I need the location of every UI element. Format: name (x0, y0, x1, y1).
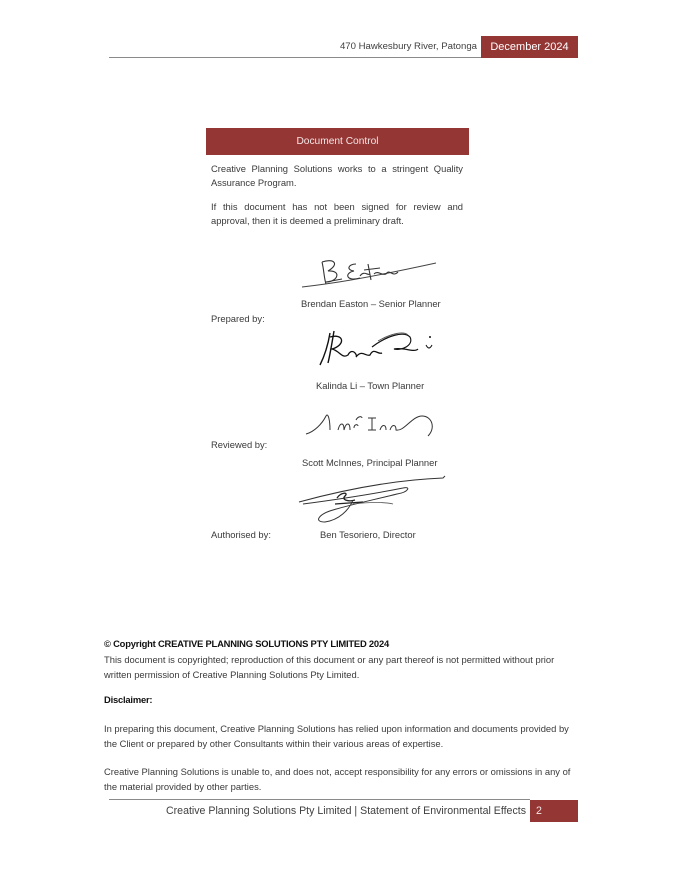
signature-brendan-easton (298, 254, 438, 294)
header-address: 470 Hawkesbury River, Patonga (339, 41, 477, 52)
authorised-by-label: Authorised by: (211, 529, 271, 540)
disclaimer-paragraph: Creative Planning Solutions is unable to, and does not, accept responsibility for any errors or omissions in any of the material provided by other parties. (104, 766, 571, 792)
signatory-name: Brendan Easton – Senior Planner (301, 298, 441, 309)
footer-rule (109, 799, 530, 800)
disclaimer-heading: Disclaimer: (104, 694, 153, 705)
draft-notice-paragraph: If this document has not been signed for review and approval, then it is deemed a preliminary draft. (211, 201, 463, 226)
footer-text: Creative Planning Solutions Pty Limited | Statement of Environmental Effects (166, 805, 526, 817)
quality-assurance-paragraph: Creative Planning Solutions works to a stringent Quality Assurance Program. (211, 163, 463, 188)
copyright-heading: © Copyright CREATIVE PLANNING SOLUTIONS PTY LIMITED 2024 (104, 638, 389, 649)
signature-scott-mcinnes (300, 408, 440, 442)
signature-ben-tesoriero (293, 474, 448, 526)
reviewed-by-label: Reviewed by: (211, 439, 268, 450)
header-rule (109, 57, 481, 58)
header-date-badge: December 2024 (481, 36, 578, 58)
page-number: 2 (530, 800, 578, 822)
signatory-name: Kalinda Li – Town Planner (316, 380, 425, 391)
document-control-title: Document Control (206, 128, 469, 155)
signature-kalinda-li (318, 327, 438, 369)
signatory-name: Ben Tesoriero, Director (320, 529, 416, 540)
signatory-name: Scott McInnes, Principal Planner (302, 457, 438, 468)
disclaimer-paragraph: In preparing this document, Creative Planning Solutions has relied upon information and documents provided by the Client or prepared by other Consultants within their various areas of expertise. (104, 723, 569, 749)
copyright-text: This document is copyrighted; reproduction of this document or any part thereof is not permitted without prior written permission of Creative Planning Solutions Pty Limited. (104, 654, 555, 680)
prepared-by-label: Prepared by: (211, 313, 265, 324)
